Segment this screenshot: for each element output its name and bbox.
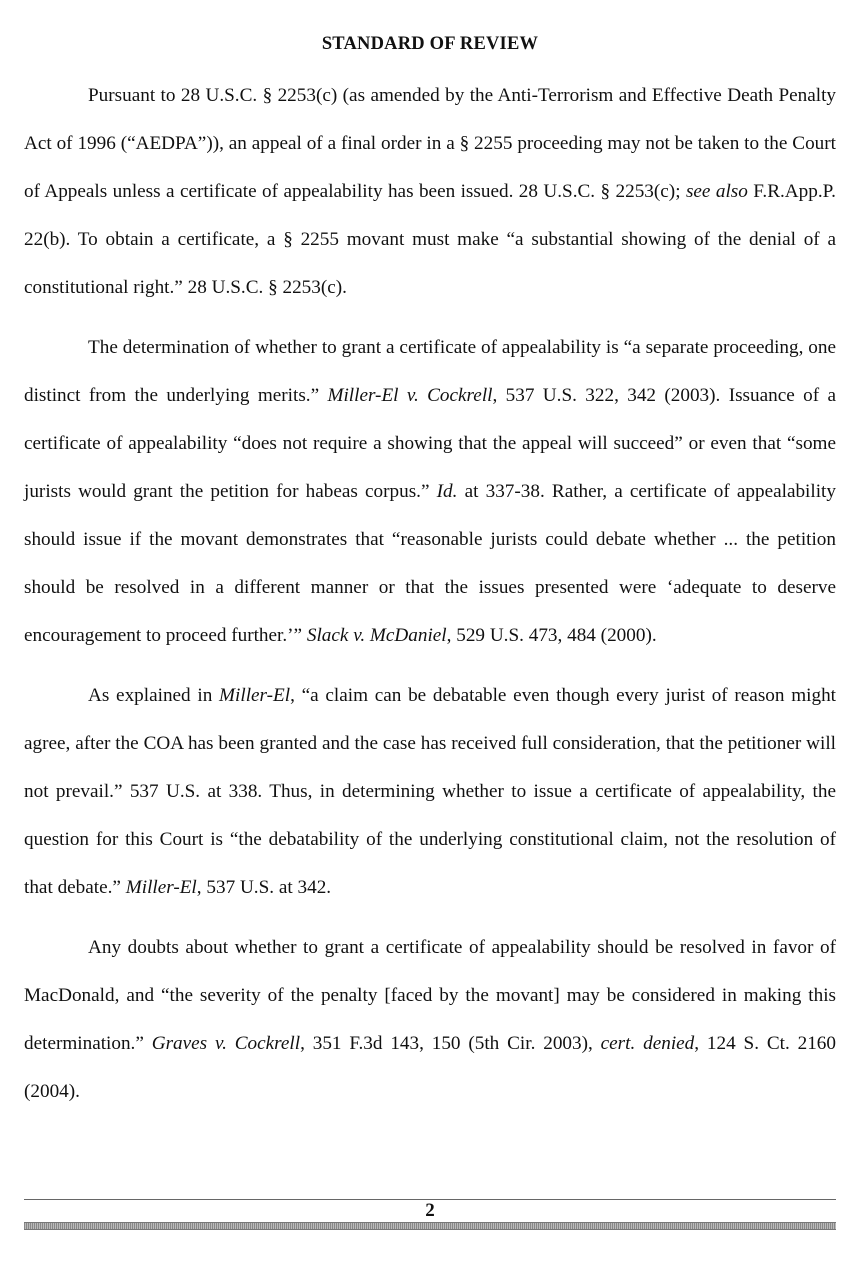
citation-signal: see also bbox=[685, 181, 748, 202]
paragraph-2-text: , 529 U.S. 473, 484 (2000). bbox=[446, 625, 657, 646]
paragraph-2 bbox=[24, 324, 836, 660]
paragraph-4-text: , 124 S. Ct. 2160 (2004). bbox=[24, 1033, 836, 1102]
paragraph-2-text: at 337-38. Rather, a certificate of appealability should issue if the movant demonstrates that “reasonable jurists could debate whether ... the petition should be resolved in a different manner or that the issues presented were ‘adequate to deserve encouragement to proceed further.’” bbox=[24, 481, 836, 646]
case-name: Miller-El bbox=[125, 877, 197, 898]
case-name: Miller-El v. Cockrell bbox=[327, 385, 493, 406]
case-reference: Id. bbox=[436, 481, 458, 502]
page-number: 2 bbox=[425, 1200, 435, 1221]
paragraph-4-text: Any doubts about whether to grant a certificate of appealability should be resolved in favor of MacDonald, and “the severity of the penalty [faced by the movant] may be considered in making this determination.” bbox=[24, 937, 836, 1054]
paragraph-1-text: Pursuant to 28 U.S.C. § 2253(c) (as amended by the Anti-Terrorism and Effective Death Penalty Act of 1996 (“AEDPA”)), an appeal of a final order in a § 2255 proceeding may not be taken to the Court of Appeals unless a certificate of appealability has been issued. 28 U.S.C. § 2253(c); bbox=[24, 85, 836, 202]
paragraph-3-text: , 537 U.S. at 342. bbox=[196, 877, 332, 898]
paragraph-3-text: , “a claim can be debatable even though every jurist of reason might agree, after the COA has been granted and the case has received full consideration, that the petitioner will not prevail.” 537 U.S. at 338. Thus, in determining whether to issue a certificate of appealability, the question for this Court is “the debatability of the underlying constitutional claim, not the resolution of that debate.” bbox=[24, 685, 836, 898]
case-name: Slack v. McDaniel bbox=[306, 625, 447, 646]
paragraph-3 bbox=[24, 672, 836, 912]
section-heading: STANDARD OF REVIEW bbox=[321, 34, 539, 54]
paragraph-1 bbox=[24, 72, 836, 312]
paragraph-2-text: The determination of whether to grant a certificate of appealability is “a separate proceeding, one distinct from the underlying merits.” bbox=[24, 337, 836, 406]
footer-band bbox=[24, 1222, 836, 1230]
cert-denied: cert. denied bbox=[600, 1033, 695, 1054]
paragraph-4 bbox=[24, 924, 836, 1116]
paragraph-3-text: As explained in bbox=[88, 685, 220, 706]
case-name: Graves v. Cockrell bbox=[151, 1033, 301, 1054]
body-text bbox=[24, 72, 836, 1116]
paragraph-1-text: F.R.App.P. 22(b). To obtain a certificate, a § 2255 movant must make “a substantial showing of the denial of a constitutional right.” 28 U.S.C. § 2253(c). bbox=[24, 181, 836, 298]
case-name: Miller-El bbox=[219, 685, 291, 706]
paragraph-2-text: , 537 U.S. 322, 342 (2003). Issuance of a certificate of appealability “does not require a showing that the appeal will succeed” or even that “some jurists would grant the petition for habeas corpus.” bbox=[24, 385, 836, 502]
paragraph-4-text: , 351 F.3d 143, 150 (5th Cir. 2003), bbox=[300, 1033, 601, 1054]
